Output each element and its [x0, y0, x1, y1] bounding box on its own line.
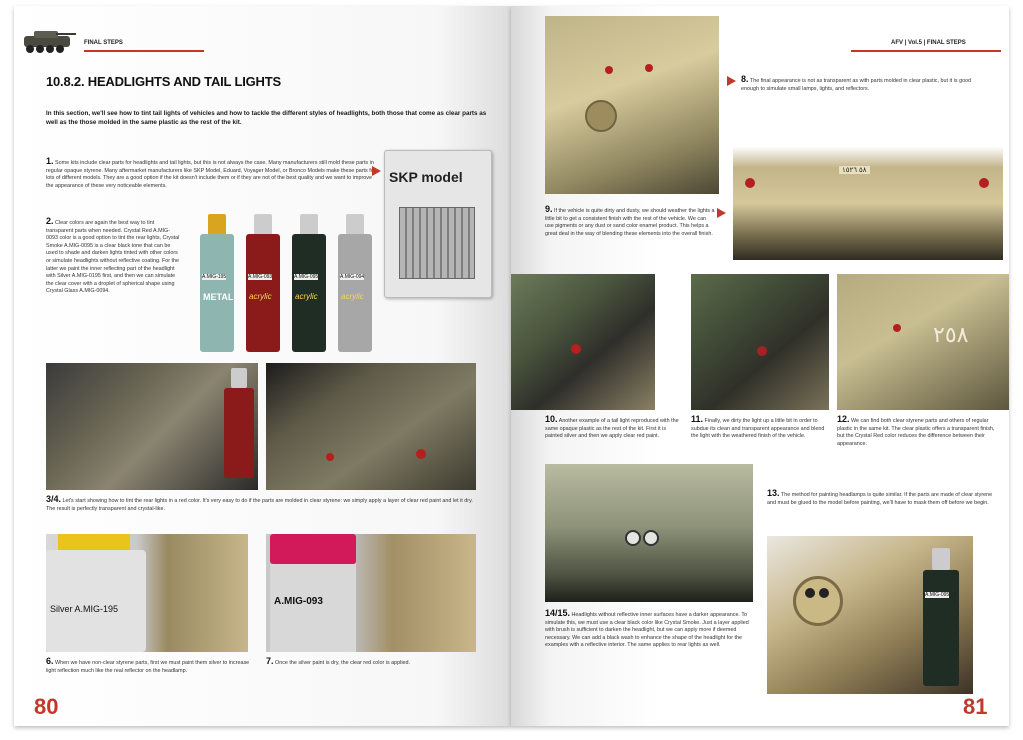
bottle-glass-code: A.MIG-094 — [340, 274, 365, 280]
caption-14-15-number: 14/15. — [545, 608, 571, 618]
photo-4-tank-rear-lights — [266, 363, 476, 490]
photo-14-headlamps — [545, 464, 753, 602]
bottle-red-code: A.MIG-093 — [248, 274, 273, 280]
photo-8-tank-rear — [545, 16, 719, 194]
page-number-left: 80 — [34, 694, 59, 719]
paragraph-1-number: 1. — [46, 156, 54, 166]
arrow-left-8-icon — [727, 76, 736, 86]
bottle-silver-word: METAL — [203, 292, 234, 302]
caption-8-number: 8. — [741, 74, 749, 84]
caption-6-number: 6. — [46, 656, 54, 666]
photo-12-arabic-hull — [837, 274, 1009, 410]
caption-10-number: 10. — [545, 414, 558, 424]
paragraph-2-text: Clear colors are again the best way to tint transparent parts when needed. Crystal Red A.MIG-0093 color is a good option to tint the rear lights, Crystal Smoke A.MIG-0095 is a clear black tone that can be used to shade and darken lights tinted with other colors or simulate headlights without reflective coating. For the latter we paint the inner reflecting part of the headlight with Silver A.MIG-0195 first, and then we can simulate the clear cover with a droplet of spherical shape using Crystal Glass A.MIG-0094. — [46, 220, 180, 295]
photo-15-bottle-label: A.MIG-095 — [925, 592, 950, 598]
caption-12-text: We can find both clear styrene parts and others of regular plastic in the same kit. The clear plastic offers a transparent finish, but the Crystal Red color reduces the difference between their appearance. — [837, 418, 995, 447]
caption-6-text: When we have non-clear styrene parts, first we must paint them silver to increase light reflection much like the real reflector on the headlamp. — [46, 660, 250, 674]
page-number-right: 81 — [963, 694, 988, 719]
left-page — [14, 6, 511, 726]
caption-12 — [837, 416, 997, 448]
photoetch-fret — [399, 207, 475, 279]
caption-11-text: Finally, we dirty the light up a little bit in order to subdue its clean and transparent appearance and blend the light with the weathered finish of the vehicle. — [691, 418, 825, 440]
caption-8 — [741, 76, 981, 93]
paragraph-2 — [46, 218, 182, 296]
caption-13-text: The method for painting headlamps is quite similar. If the parts are made of clear styrene and must be glued to the model before painting, we'll have to mask them off before we begin. — [767, 492, 993, 506]
photo-3-taillight-with-bottle — [46, 363, 258, 490]
photo-5-silver-bottle — [46, 534, 248, 652]
caption-7-text: Once the silver paint is dry, the clear red color is applied. — [275, 660, 411, 666]
paragraph-1 — [46, 158, 376, 190]
caption-14-15-text: Headlights without reflective inner surfaces have a darker appearance. To simulate this, we must use a clear black color like Crystal Smoke. Just a layer applied with brush is sufficient to darken the headlight, but we can apply more if deemed necessary. We can add a black wash to enhance the shape of the headlight for the examples with a reflective interior. The same applies to rear lights as well. — [545, 612, 749, 649]
caption-9 — [545, 206, 715, 238]
caption-7-number: 7. — [266, 656, 274, 666]
caption-14-15 — [545, 610, 755, 650]
caption-3-4-number: 3/4. — [46, 494, 62, 504]
arrow-right-9-icon — [717, 208, 726, 218]
photo-12-arabic-marking: ٢٥٨ — [933, 322, 969, 347]
photo-9-plate: ٥٨ ١٥٢٦ — [839, 166, 870, 174]
bottle-silver — [198, 214, 236, 352]
bottle-glass-word: acrylic — [341, 292, 364, 301]
photo-10-painted-light — [511, 274, 655, 410]
photo-15-headlamp-with-bottle — [767, 536, 973, 694]
photo-6-red-bottle — [266, 534, 476, 652]
bottle-crystal-glass — [336, 214, 374, 352]
header-rule — [84, 50, 204, 52]
caption-6 — [46, 658, 256, 675]
caption-3-4 — [46, 496, 476, 513]
caption-13 — [767, 490, 995, 507]
header-label-right: AFV | Vol.5 | FINAL STEPS — [891, 40, 966, 46]
bottle-crystal-red — [244, 214, 282, 352]
photo-9-tank-rear-weathered — [733, 118, 1003, 260]
skp-photoetch-card — [384, 150, 492, 298]
caption-11-number: 11. — [691, 414, 704, 424]
photo-5-bottle-label: Silver A.MIG-195 — [50, 604, 119, 614]
caption-9-number: 9. — [545, 204, 553, 214]
caption-10 — [545, 416, 685, 441]
bottle-crystal-smoke — [290, 214, 328, 352]
bottle-silver-code: A.MIG-195 — [202, 274, 227, 280]
arrow-right-icon — [372, 166, 381, 176]
skp-brand-logo: SKP model — [389, 169, 463, 185]
caption-7 — [266, 658, 476, 668]
paragraph-2-number: 2. — [46, 216, 54, 226]
caption-11 — [691, 416, 829, 441]
photo-6-bottle-label: A.MIG-093 — [274, 596, 323, 607]
caption-9-text: If the vehicle is quite dirty and dusty, we should weather the lights a little bit to get a consistent finish with the rest of the vehicle. We can use pigments or any dust or sand color enamel product. This helps a great deal in the way of blending these elements into the overall finish. — [545, 208, 715, 237]
caption-13-number: 13. — [767, 488, 780, 498]
paint-bottles-group — [194, 214, 380, 356]
photo-11-weathered-light — [691, 274, 829, 410]
section-title: 10.8.2. HEADLIGHTS AND TAIL LIGHTS — [46, 74, 281, 89]
caption-10-text: Another example of a tail light reproduced with the same opaque plastic as the rest of the kit. First it is painted silver and then we apply clear red paint. — [545, 418, 679, 440]
paragraph-1-text: Some kits include clear parts for headlights and tail lights, but this is not always the case. Many manufacturers still mold these parts in regular opaque styrene. Many aftermarket manufacturers like SKP Model, Eduard, Voyager Model, or Bronco Models make these parts for lots of different models. They are a good option if the kit doesn't include them or if they are not of the best quality and we want to improve the appearance of these very noticeable elements. — [46, 160, 376, 189]
tank-thumbnail-icon — [18, 26, 78, 56]
header-label: FINAL STEPS — [84, 40, 123, 46]
intro-paragraph: In this section, we'll see how to tint tail lights of vehicles and how to tackle the different styles of headlights, both those that come as clear parts as well as the those molded in the same plastic as the rest of the kit. — [46, 110, 487, 126]
bottle-smoke-code: A.MIG-095 — [294, 274, 319, 280]
caption-8-text: The final appearance is not as transparent as with parts molded in clear plastic, but it is good enough to simulate small lamps, lights, and reflectors. — [741, 78, 972, 92]
header-rule-right — [851, 50, 1001, 52]
right-page — [511, 6, 1009, 726]
bottle-red-word: acrylic — [249, 292, 272, 301]
bottle-smoke-word: acrylic — [295, 292, 318, 301]
caption-3-4-text: Let's start showing how to tint the rear lights in a red color. It's very easy to do if the parts are molded in clear styrene: we simply apply a layer of clear red paint and let it dry. The result is perfectly transparent and crystal-like. — [46, 498, 473, 512]
caption-12-number: 12. — [837, 414, 850, 424]
